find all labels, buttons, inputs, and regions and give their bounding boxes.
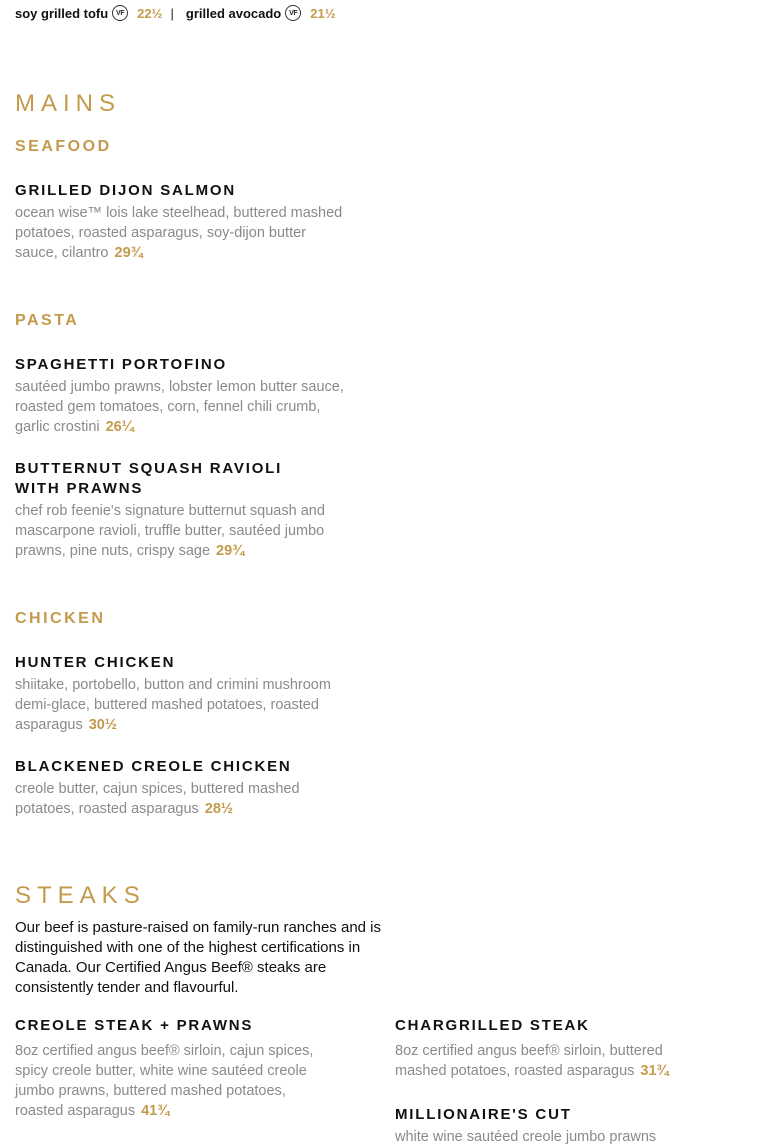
item-desc-text: ocean wise™ lois lake steelhead, buttered mashed potatoes, roasted asparagus, soy-dijon butter sauce, cilantro xyxy=(15,205,343,261)
item-desc-text: white wine sautéed creole jumbo prawns xyxy=(395,1129,657,1145)
item-name: grilled avocado xyxy=(185,5,282,21)
menu-item xyxy=(15,653,350,735)
item-desc-text: sautéed jumbo prawns, lobster lemon butter sauce, roasted gem tomatoes, corn, fennel chili crumb, garlic crostini xyxy=(15,379,344,435)
section-title-mains: MAINS xyxy=(15,90,122,117)
item-description xyxy=(15,675,350,735)
menu-item xyxy=(395,1105,695,1147)
item-desc-text: 8oz certified angus beef® sirloin, cajun spices, spicy creole butter, white wine sautéed creole jumbo prawns, buttered mashed potatoes, roasted asparagus xyxy=(15,1043,314,1119)
item-price: 31¾ xyxy=(640,1063,669,1079)
item-price: 29¾ xyxy=(114,245,143,261)
top-item-line xyxy=(15,5,344,21)
menu-item xyxy=(15,181,350,263)
menu-item xyxy=(15,355,350,437)
item-description xyxy=(15,377,350,437)
item-price: 41¾ xyxy=(141,1103,170,1119)
section-title-steaks: STEAKS xyxy=(15,882,146,909)
vegan-friendly-icon: VF xyxy=(112,5,128,21)
item-price: 26¼ xyxy=(105,419,134,435)
item-desc-text: shiitake, portobello, button and crimini mushroom demi-glace, buttered mashed potatoes, roasted asparagus xyxy=(15,677,331,733)
item-price: 21½ xyxy=(310,5,336,21)
item-price: 28½ xyxy=(204,801,234,817)
item-price: 22½ xyxy=(137,5,163,21)
item-price: 29¾ xyxy=(216,543,245,559)
item-name: CREOLE STEAK + PRAWNS xyxy=(15,1017,254,1034)
item-name: soy grilled tofu xyxy=(15,5,109,21)
item-description xyxy=(15,501,350,561)
item-name: BLACKENED CREOLE CHICKEN xyxy=(15,758,292,775)
category-title-chicken: CHICKEN xyxy=(15,610,106,627)
item-description xyxy=(15,779,335,819)
item-description xyxy=(395,1041,695,1081)
menu-item xyxy=(15,757,335,819)
item-desc-text: 8oz certified angus beef® sirloin, buttered mashed potatoes, roasted asparagus xyxy=(395,1043,663,1079)
vegan-friendly-icon: VF xyxy=(285,5,301,21)
item-name: GRILLED DIJON SALMON xyxy=(15,182,237,199)
item-name: MILLIONAIRE'S CUT xyxy=(395,1106,572,1123)
item-desc-text: creole butter, cajun spices, buttered mashed potatoes, roasted asparagus xyxy=(15,781,300,817)
menu-item xyxy=(15,459,350,561)
steaks-intro: Our beef is pasture-raised on family-run ranches and is distinguished with one of the highest certifications in Canada. Our Certified Angus Beef® steaks are consistently tender and flavourful. xyxy=(15,919,382,996)
menu-item xyxy=(395,1016,695,1081)
item-description xyxy=(395,1127,695,1147)
separator: | xyxy=(170,5,174,21)
item-description xyxy=(15,203,350,263)
category-title-pasta: PASTA xyxy=(15,312,80,329)
item-price: 30½ xyxy=(88,717,117,733)
menu-item xyxy=(15,1016,335,1121)
category-title-seafood: SEAFOOD xyxy=(15,138,112,155)
item-name-line2: WITH PRAWNS xyxy=(15,480,144,497)
item-name: SPAGHETTI PORTOFINO xyxy=(15,356,227,373)
item-name-line1: BUTTERNUT SQUASH RAVIOLI xyxy=(15,460,283,477)
item-desc-text: chef rob feenie's signature butternut squash and mascarpone ravioli, truffle butter, sautéed jumbo prawns, pine nuts, crispy sage xyxy=(15,503,325,559)
item-name: HUNTER CHICKEN xyxy=(15,654,176,671)
item-description xyxy=(15,1041,335,1121)
item-name: CHARGRILLED STEAK xyxy=(395,1017,590,1034)
